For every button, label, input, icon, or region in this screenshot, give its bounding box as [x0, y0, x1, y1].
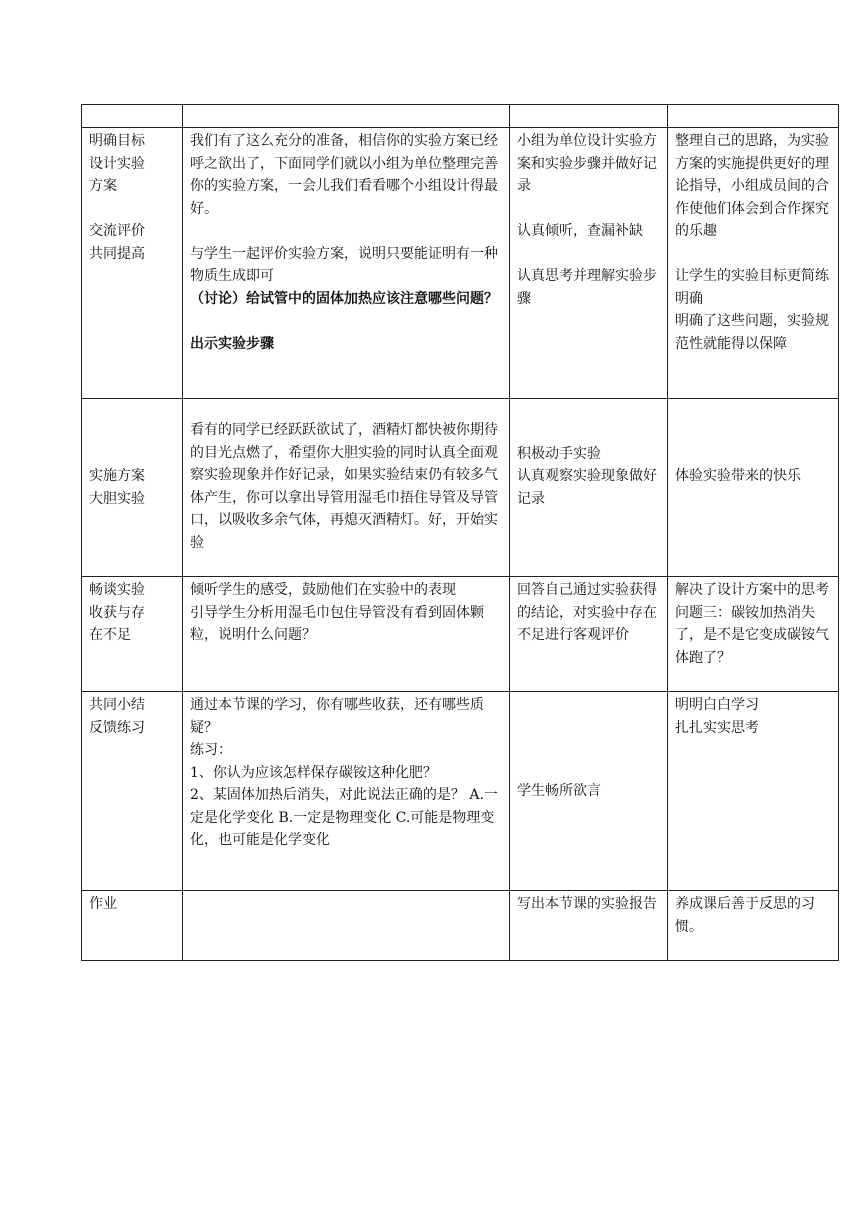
table-row-header	[82, 105, 839, 128]
stage-line: 设计实验	[89, 155, 145, 172]
cell-intent-summary	[668, 692, 839, 891]
cell-student-homework	[510, 891, 668, 961]
cell-student-design	[510, 128, 668, 399]
stage-line: 共同提高	[89, 245, 145, 262]
exercise-question: 2、某固体加热后消失，对此说法正确的是？ A.一定是化学变化 B.一定是物理变化 C.可能是物理变化，也可能是化学变化	[190, 787, 498, 848]
intent-text: 明确了这些问题，实验规范性就能得以保障	[675, 313, 829, 352]
intent-text: 体验实验带来的快乐	[675, 468, 801, 485]
student-text: 认真倾听，查漏补缺	[517, 223, 643, 239]
cell-r0-c2	[183, 105, 510, 128]
stage-line: 方案	[89, 178, 117, 194]
lesson-plan-table	[81, 104, 839, 961]
stage-line: 大胆实验	[89, 490, 145, 507]
cell-student-reflection	[510, 577, 668, 692]
cell-stage-experiment	[82, 399, 183, 577]
stage-line: 共同小结	[89, 697, 145, 713]
stage-line: 作业	[89, 896, 117, 912]
teacher-text: 通过本节课的学习，你有哪些收获，还有哪些质疑？	[190, 697, 484, 736]
cell-r0-c4	[668, 105, 839, 128]
student-text: 积极动手实验	[517, 445, 601, 462]
cell-teacher-homework	[183, 891, 510, 961]
intent-text: 明明白白学习	[675, 697, 759, 713]
exercise-question: 1、你认为应该怎样保存碳铵这种化肥？	[190, 764, 437, 781]
student-text: 认真思考并理解实验步骤	[517, 268, 657, 307]
cell-intent-experiment	[668, 399, 839, 577]
intent-text: 让学生的实验目标更简练明确	[675, 268, 829, 307]
teacher-text: 我们有了这么充分的准备，相信你的实验方案已经呼之欲出了，下面同学们就以小组为单位整理完善你的实验方案，一会儿我们看看哪个小组设计得最好。	[190, 133, 498, 217]
cell-stage-reflection	[82, 577, 183, 692]
cell-intent-homework	[668, 891, 839, 961]
stage-line: 明确目标	[89, 133, 145, 149]
teacher-text: 倾听学生的感受，鼓励他们在实验中的表现	[190, 582, 456, 598]
table-row-homework	[82, 891, 839, 961]
table-row-experiment	[82, 399, 839, 577]
cell-teacher-experiment	[183, 399, 510, 577]
intent-text: 扎扎实实思考	[675, 719, 759, 736]
stage-line: 收获与存	[89, 604, 145, 621]
cell-student-experiment	[510, 399, 668, 577]
cell-intent-design	[668, 128, 839, 399]
cell-r0-c1	[82, 105, 183, 128]
teacher-text: 引导学生分析用湿毛巾包住导管没有看到固体颗粒，说明什么问题？	[190, 604, 484, 643]
cell-stage-summary	[82, 692, 183, 891]
cell-stage-design	[82, 128, 183, 399]
cell-teacher-design	[183, 128, 510, 399]
student-text: 认真观察实验现象做好记录	[517, 468, 657, 507]
cell-student-summary	[510, 692, 668, 891]
student-text: 小组为单位设计实验方案和实验步骤并做好记录	[517, 133, 657, 194]
intent-text: 整理自己的思路，为实验方案的实施提供更好的理论指导，小组成员间的合作使他们体会到合作探究的乐趣	[675, 133, 829, 239]
intent-text: 解决了设计方案中的思考问题三：碳铵加热消失了，是不是它变成碳铵气体跑了？	[675, 582, 829, 666]
cell-stage-homework	[82, 891, 183, 961]
cell-intent-reflection	[668, 577, 839, 692]
teacher-text: 看有的同学已经跃跃欲试了，酒精灯都快被你期待的目光点燃了，希望你大胆实验的同时认真全面观察实验现象并作好记录，如果实验结束仍有较多气体产生，你可以拿出导管用湿毛巾捂住导管及导管口，以吸收多余气体，再熄灭酒精灯。好，开始实验	[190, 422, 498, 551]
teacher-steps: 出示实验步骤	[190, 335, 274, 352]
table-row-summary	[82, 692, 839, 891]
table-row-reflection	[82, 577, 839, 692]
stage-line: 反馈练习	[89, 719, 145, 736]
stage-line: 实施方案	[89, 468, 145, 484]
student-text: 回答自己通过实验获得的结论，对实验中存在不足进行客观评价	[517, 582, 657, 643]
teacher-text: 练习：	[190, 742, 232, 758]
stage-line: 交流评价	[89, 223, 145, 239]
intent-text: 养成课后善于反思的习惯。	[675, 896, 815, 935]
stage-line: 在不足	[89, 627, 131, 643]
table-row-design	[82, 128, 839, 399]
cell-r0-c3	[510, 105, 668, 128]
cell-teacher-summary	[183, 692, 510, 891]
cell-teacher-reflection	[183, 577, 510, 692]
student-text: 写出本节课的实验报告	[517, 896, 657, 912]
stage-line: 畅谈实验	[89, 582, 145, 598]
teacher-discussion: （讨论）给试管中的固体加热应该注意哪些问题？	[190, 290, 498, 307]
student-text: 学生畅所欲言	[517, 782, 601, 799]
teacher-text: 与学生一起评价实验方案，说明只要能证明有一种物质生成即可	[190, 245, 498, 284]
